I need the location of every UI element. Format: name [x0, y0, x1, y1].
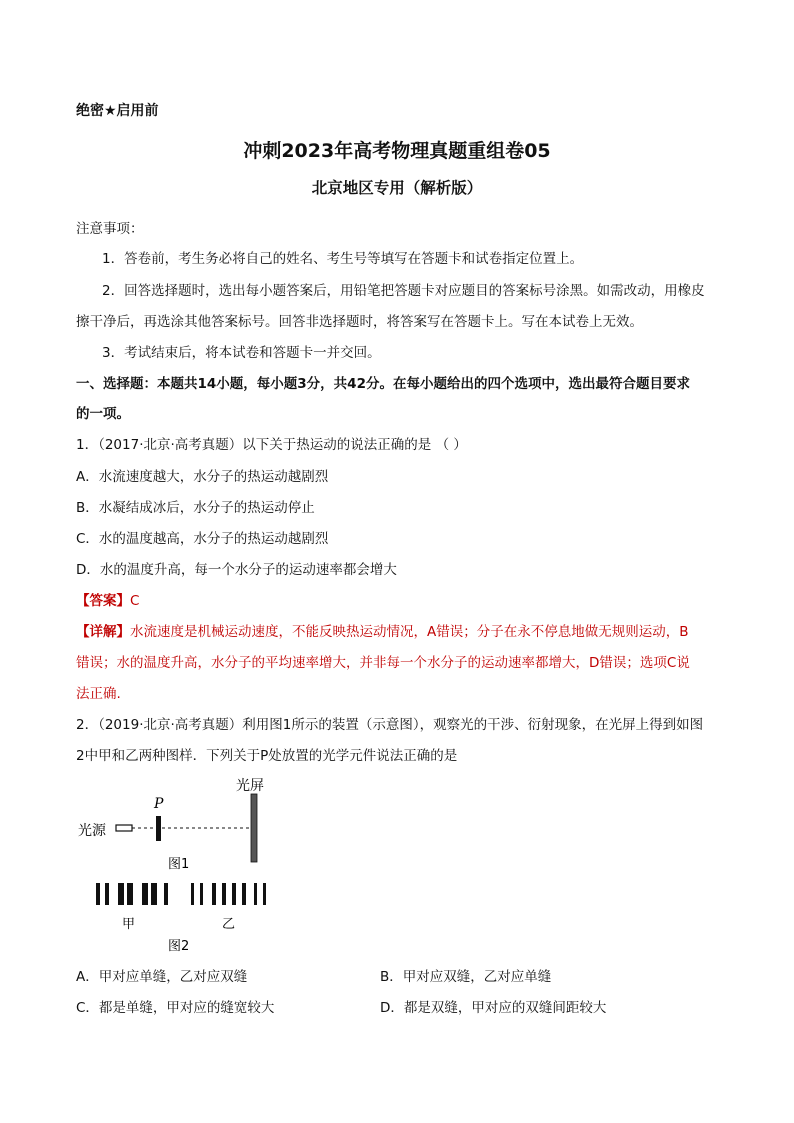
q1-detail-line2: 错误；水的温度升高，水分子的平均速率增大，并非每一个水分子的运动速率都增大，D错误；选项C说	[76, 655, 690, 671]
q2-stem-line2: 2中甲和乙两种图样．下列关于P处放置的光学元件说法正确的是	[76, 748, 458, 764]
q1-option-a: A．水流速度越大，水分子的热运动越剧烈	[76, 469, 329, 485]
fringe	[105, 883, 109, 905]
fringe	[263, 883, 266, 905]
page-subtitle: 北京地区专用（解析版）	[311, 179, 483, 197]
note-item-2-line1: 2．回答选择题时，选出每小题答案后，用铅笔把答题卡对应题目的答案标号涂黑。如需改动，用橡皮	[102, 283, 705, 299]
detail-label: 【详解】	[76, 624, 130, 640]
light-source-box	[116, 825, 132, 831]
fringe	[118, 883, 124, 905]
q1-option-d: D．水的温度升高，每一个水分子的运动速率都会增大	[76, 562, 397, 578]
label-screen: 光屏	[236, 778, 264, 794]
detail-text-1: 水流速度是机械运动速度，不能反映热运动情况，A错误；分子在永不停息地做无规则运动，B	[130, 624, 689, 640]
fringe	[127, 883, 133, 905]
q1-stem: 1．（2017·北京·高考真题）以下关于热运动的说法正确的是 （ ）	[76, 437, 467, 453]
element-p	[156, 816, 161, 841]
fringe	[151, 883, 157, 905]
fringe	[200, 883, 203, 905]
label-fig1: 图1	[168, 857, 190, 872]
q1-answer	[76, 592, 139, 610]
fringe	[96, 883, 100, 905]
answer-value: C	[130, 593, 140, 609]
fringe	[191, 883, 194, 905]
q1-detail-line1	[76, 623, 689, 641]
q2-option-c: C．都是单缝，甲对应的缝宽较大	[76, 1000, 275, 1016]
section-heading-line1: 一、选择题：本题共14小题，每小题3分，共42分。在每小题给出的四个选项中，选出最符合题目要求	[76, 376, 690, 392]
note-item-3: 3．考试结束后，将本试卷和答题卡一并交回。	[102, 345, 381, 361]
fringe	[222, 883, 226, 905]
screen	[251, 794, 257, 862]
q2-option-b: B．甲对应双缝，乙对应单缝	[380, 969, 552, 985]
label-light-source: 光源	[78, 823, 106, 839]
note-item-1: 1．答卷前，考生务必将自己的姓名、考生号等填写在答题卡和试卷指定位置上。	[102, 251, 584, 267]
pattern-yi	[191, 883, 266, 905]
note-item-2-line2: 擦干净后，再选涂其他答案标号。回答非选择题时，将答案写在答题卡上。写在本试卷上无效。	[76, 314, 643, 330]
fringe	[254, 883, 257, 905]
answer-label: 【答案】	[76, 593, 130, 609]
q1-detail-line3: 法正确.	[76, 686, 121, 702]
label-yi: 乙	[222, 917, 236, 932]
q1-option-c: C．水的温度越高，水分子的热运动越剧烈	[76, 531, 329, 547]
label-fig2: 图2	[168, 939, 190, 954]
q1-option-b: B．水凝结成冰后，水分子的热运动停止	[76, 500, 315, 516]
page-title: 冲刺2023年高考物理真题重组卷05	[243, 140, 551, 162]
pattern-jia	[96, 883, 168, 905]
section-heading-line2: 的一项。	[76, 406, 130, 422]
fringe	[242, 883, 246, 905]
q2-figure	[76, 776, 316, 956]
fringe	[212, 883, 216, 905]
fringe	[142, 883, 148, 905]
label-jia: 甲	[122, 917, 136, 932]
notes-heading: 注意事项：	[76, 221, 144, 237]
fringe	[164, 883, 168, 905]
q2-stem-line1: 2．（2019·北京·高考真题）利用图1所示的装置（示意图），观察光的干涉、衍射现象，在光屏上得到如图	[76, 717, 704, 733]
fringe	[232, 883, 236, 905]
q2-option-d: D．都是双缝，甲对应的双缝间距较大	[380, 1000, 607, 1016]
confidential-mark: 绝密★启用前	[76, 103, 159, 119]
label-p: P	[154, 796, 164, 812]
q2-option-a: A．甲对应单缝，乙对应双缝	[76, 969, 248, 985]
